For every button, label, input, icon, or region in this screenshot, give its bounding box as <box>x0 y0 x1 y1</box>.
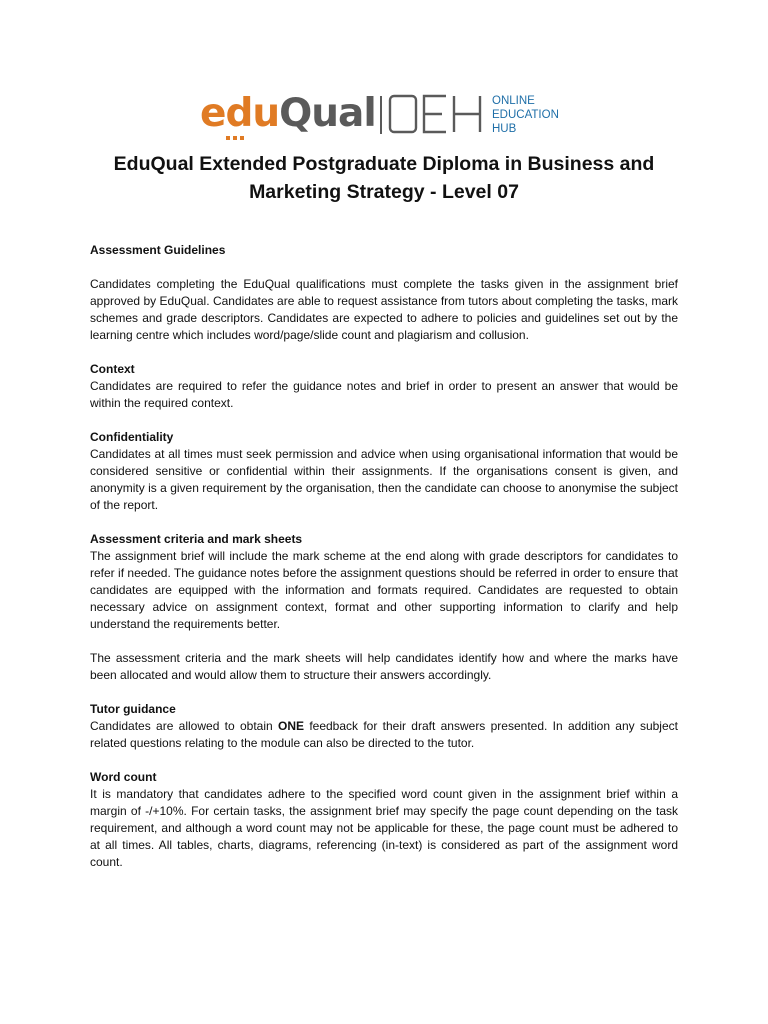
heading-context: Context <box>90 362 135 376</box>
emphasis-one: ONE <box>278 719 305 733</box>
paragraph-assessment-guidelines: Candidates completing the EduQual qualifications must complete the tasks given in the assignment brief approved by EduQual. Candidates are able to request assistance from tutors about completing the tasks, mark schemes and grade descriptors. Candidates are expected to adhere to policies and guidelines set out by the learning centre which includes word/page/slide count and plagiarism and collusion. <box>90 277 678 342</box>
paragraph-word-count: It is mandatory that candidates adhere to the specified word count given in the assignment brief within a margin of -/+10%. For certain tasks, the assignment brief may specify the page count depending on the task requirement, and although a word count may not be applicable for these, the page count must be adhered to at all times. All tables, charts, diagrams, referencing (in-text) is considered as part of the assignment word count. <box>90 787 678 869</box>
paragraph-tutor-guidance: Candidates are allowed to obtain ONE feedback for their draft answers presented. In addition any subject related questions relating to the module can also be directed to the tutor. <box>90 719 678 750</box>
paragraph-assessment-criteria-2: The assessment criteria and the mark sheets will help candidates identify how and where the marks have been allocated and would allow them to structure their answers accordingly. <box>90 651 678 682</box>
heading-word-count: Word count <box>90 770 157 784</box>
eduqual-logo <box>200 86 580 146</box>
document-title <box>60 150 708 206</box>
paragraph-assessment-criteria-1: The assignment brief will include the mark scheme at the end along with grade descriptors for candidates to refer if needed. The guidance notes before the assignment questions should be referred in order to ensure that candidates are equipped with the information and formats required. Candidates are requested to obtain necessary advice on assignment context, format and other supporting information to clarify and help understand the requirements better. <box>90 549 678 631</box>
logo-separator <box>380 96 382 134</box>
title-line-2: Marketing Strategy - Level 07 <box>249 181 519 203</box>
logo-qual-text: Qual <box>279 91 376 136</box>
document-body <box>90 242 678 871</box>
paragraph-context: Candidates are required to refer the guidance notes and brief in order to present an answer that would be within the required context. <box>90 379 678 410</box>
oeh-logo-mark <box>388 94 484 134</box>
logo-dots <box>226 136 244 140</box>
logo-edu-text: edu <box>200 91 280 136</box>
heading-assessment-guidelines: Assessment Guidelines <box>90 243 226 257</box>
heading-assessment-criteria: Assessment criteria and mark sheets <box>90 532 303 546</box>
heading-confidentiality: Confidentiality <box>90 430 174 444</box>
heading-tutor-guidance: Tutor guidance <box>90 702 176 716</box>
logo-wordmark <box>200 92 376 136</box>
paragraph-confidentiality: Candidates at all times must seek permission and advice when using organisational information that would be considered sensitive or confidential within their assignments. If the organisations consent is given, and anonymity is a given requirement by the organisation, then the candidate can choose to anonymise the subject of the report. <box>90 447 678 512</box>
online-education-hub-text: ONLINE EDUCATION HUB <box>492 95 559 135</box>
title-line-1: EduQual Extended Postgraduate Diploma in Business and <box>113 153 655 175</box>
